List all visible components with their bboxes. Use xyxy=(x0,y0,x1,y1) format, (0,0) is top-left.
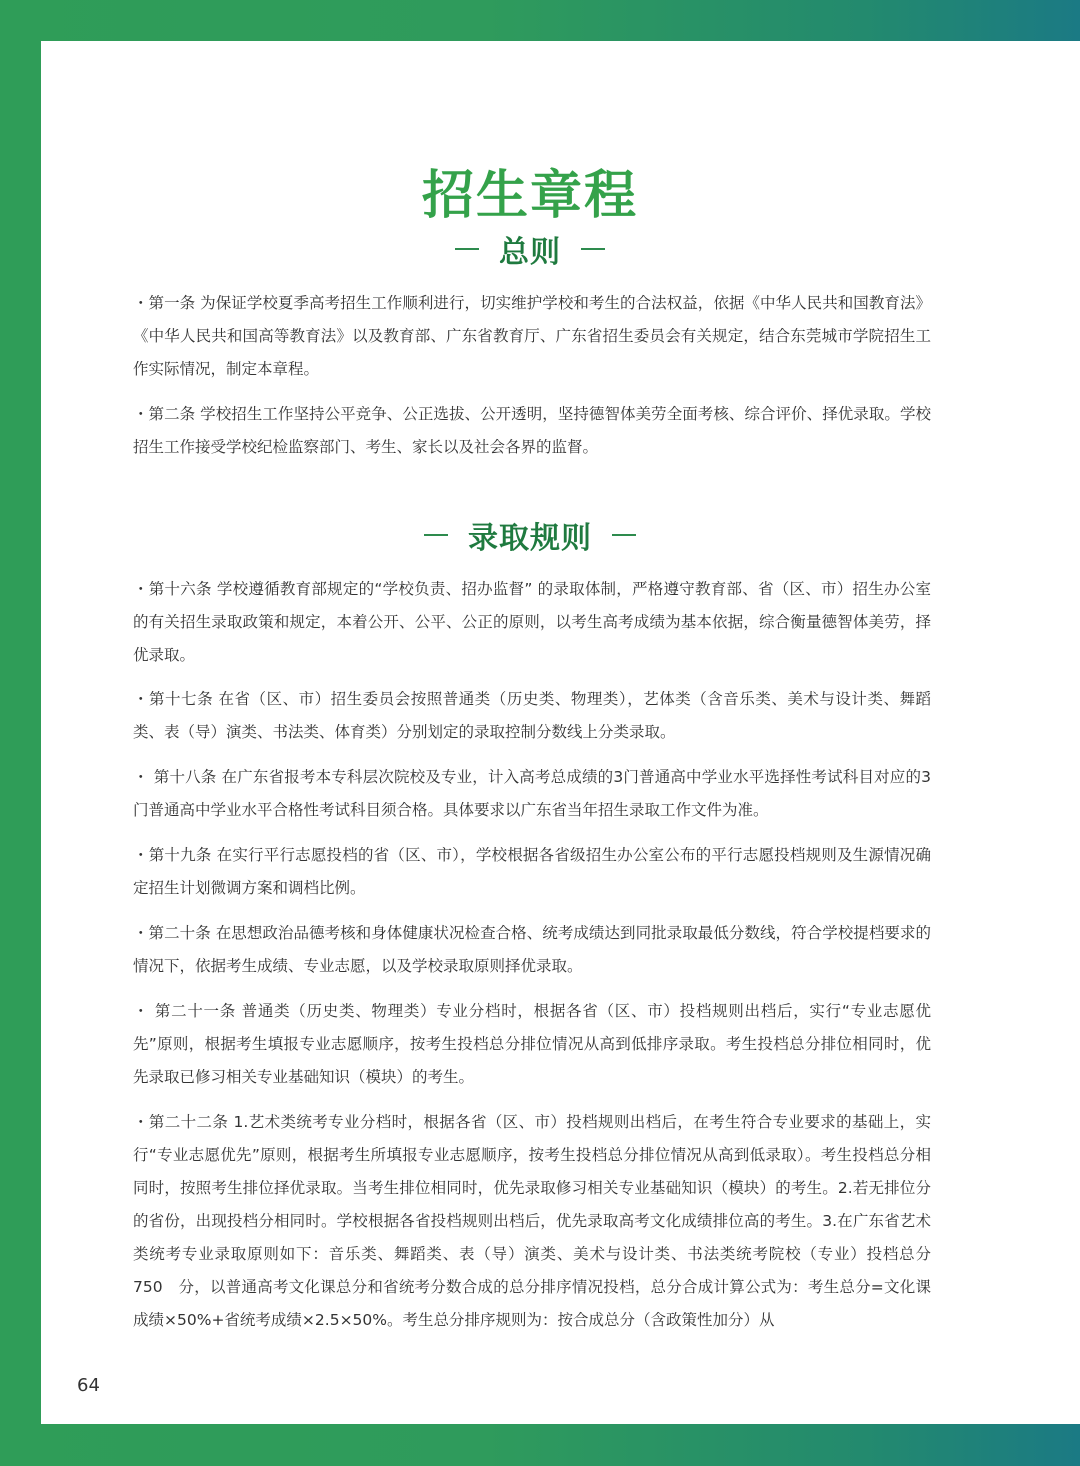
section-heading-general xyxy=(41,227,1019,271)
heading-dash-right xyxy=(612,534,636,536)
article-22: ・第二十二条 1.艺术类统考专业分档时，根据各省（区、市）投档规则出档后，在考生符合专业要求的基础上，实行“专业志愿优先”原则，根据考生所填报专业志愿顺序，按考生投档总分排位情况从高到低录取）。考生投档总分相同时，按照考生排位择优录取。当考生排位相同时，优先录取修习相关专业基础知识（模块）的考生。2.若无排位分的省份，出现投档分相同时。学校根据各省投档规则出档后，优先录取高考文化成绩排位高的考生。3.在广东省艺术类统考专业录取原则如下：音乐类、舞蹈类、表（导）演类、美术与设计类、书法类统考院校（专业）投档总分 750 分，以普通高考文化课总分和省统考分数合成的总分排序情况投档，总分合成计算公式为：考生总分=文化课成绩×50%+省统考成绩×2.5×50%。考生总分排序规则为：按合成总分（含政策性加分）从 xyxy=(133,1113,947,1329)
page-title: 招生章程 xyxy=(421,166,638,226)
article-17: ・第十七条 在省（区、市）招生委员会按照普通类（历史类、物理类），艺体类（含音乐类、美术与设计类、舞蹈类、表（导）演类、书法类、体育类）分别划定的录取控制分数线上分类录取。 xyxy=(133,690,931,741)
heading-dash-left xyxy=(455,248,479,250)
section-heading-text: 录取规则 xyxy=(468,521,592,556)
article-18: ・ 第十八条 在广东省报考本专科层次院校及专业，计入高考总成绩的3门普通高中学业水平选择性考试科目对应的3门普通高中学业水平合格性考试科目须合格。具体要求以广东省当年招生录取工作文件为准。 xyxy=(133,768,931,819)
article-21: ・ 第二十一条 普通类（历史类、物理类）专业分档时，根据各省（区、市）投档规则出档后，实行“专业志愿优先”原则，根据考生填报专业志愿顺序，按考生投档总分排位情况从高到低排序录取。考生投档总分排位相同时，优先录取已修习相关专业基础知识（模块）的考生。 xyxy=(133,1002,931,1086)
section-heading-text: 总则 xyxy=(499,235,561,270)
heading-dash-left xyxy=(424,534,448,536)
article-20: ・第二十条 在思想政治品德考核和身体健康状况检查合格、统考成绩达到同批录取最低分数线，符合学校提档要求的情况下，依据考生成绩、专业志愿，以及学校录取原则择优录取。 xyxy=(133,924,931,975)
article-19: ・第十九条 在实行平行志愿投档的省（区、市），学校根据各省级招生办公室公布的平行志愿投档规则及生源情况确定招生计划微调方案和调档比例。 xyxy=(133,846,931,897)
section-heading-admission-rules xyxy=(41,513,1019,557)
article-1: ・第一条 为保证学校夏季高考招生工作顺利进行，切实维护学校和考生的合法权益，依据《中华人民共和国教育法》《中华人民共和国高等教育法》以及教育部、广东省教育厅、广东省招生委员会有关规定，结合东莞城市学院招生工作实际情况，制定本章程。 xyxy=(133,294,931,378)
page-number: 64 xyxy=(77,1375,100,1396)
article-2: ・第二条 学校招生工作坚持公平竞争、公正选拔、公开透明，坚持德智体美劳全面考核、综合评价、择优录取。学校招生工作接受学校纪检监察部门、考生、家长以及社会各界的监督。 xyxy=(133,405,931,456)
document-page xyxy=(41,41,1080,1424)
heading-dash-right xyxy=(581,248,605,250)
article-16: ・第十六条 学校遵循教育部规定的“学校负责、招办监督” 的录取体制，严格遵守教育部、省（区、市）招生办公室的有关招生录取政策和规定，本着公开、公平、公正的原则，以考生高考成绩为基本依据，综合衡量德智体美劳，择优录取。 xyxy=(133,580,931,664)
